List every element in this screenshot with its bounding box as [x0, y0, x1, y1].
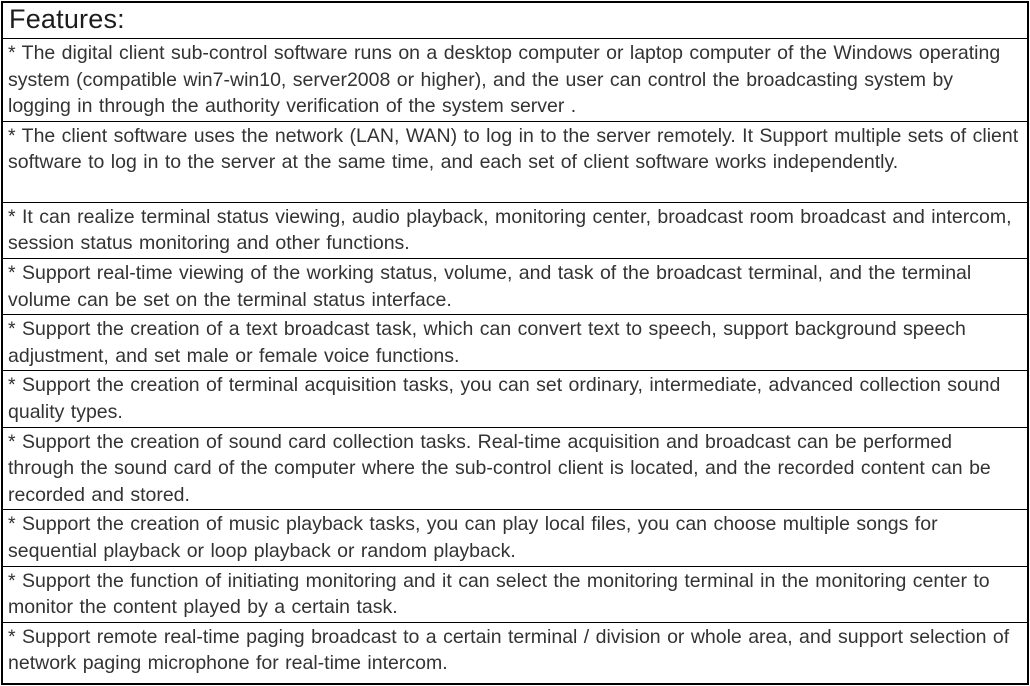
feature-row-initiating-monitoring: * Support the function of initiating monitoring and it can select the monitoring terminal in the monitoring center to monitor the content played by a certain task.: [3, 566, 1027, 622]
feature-row-client-software: * The digital client sub-control software runs on a desktop computer or laptop computer of the Windows operating system (compatible win7-win10, server2008 or higher), and the user can control the broadcasting system by logging in through the authority verification of the system server .: [3, 38, 1027, 121]
feature-row-paging-broadcast: * Support remote real-time paging broadcast to a certain terminal / division or whole area, and support selection of network paging microphone for real-time intercom.: [3, 622, 1027, 678]
feature-row-network-login: * The client software uses the network (LAN, WAN) to log in to the server remotely. It Support multiple sets of client software to log in to the server at the same time, and each set of client software works independently.: [3, 121, 1027, 202]
features-table: [1, 1, 1029, 685]
feature-row-realtime-viewing: * Support real-time viewing of the working status, volume, and task of the broadcast terminal, and the terminal volume can be set on the terminal status interface.: [3, 258, 1027, 314]
feature-row-sound-card-collection: * Support the creation of sound card collection tasks. Real-time acquisition and broadcast can be performed through the sound card of the computer where the sub-control client is located, and the recorded content can be recorded and stored.: [3, 427, 1027, 510]
features-title: Features:: [9, 4, 125, 34]
feature-row-terminal-status-functions: * It can realize terminal status viewing, audio playback, monitoring center, broadcast room broadcast and intercom, session status monitoring and other functions.: [3, 202, 1027, 258]
feature-row-music-playback: * Support the creation of music playback tasks, you can play local files, you can choose multiple songs for sequential playback or loop playback or random playback.: [3, 509, 1027, 565]
feature-row-terminal-acquisition: * Support the creation of terminal acquisition tasks, you can set ordinary, intermediate, advanced collection sound quality types.: [3, 370, 1027, 426]
feature-row-text-broadcast-task: * Support the creation of a text broadcast task, which can convert text to speech, support background speech adjustment, and set male or female voice functions.: [3, 314, 1027, 370]
